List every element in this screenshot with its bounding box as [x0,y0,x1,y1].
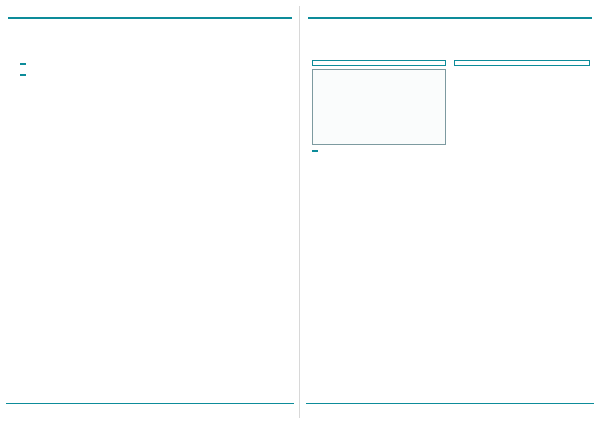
label-pill [20,74,26,76]
center-gutter [299,6,300,418]
right-column-1 [312,58,446,370]
right-page [302,0,598,424]
label-pill [20,63,26,65]
label-pill [312,150,318,152]
left-column-2 [156,58,290,370]
header-rule [308,17,592,19]
notice-box [312,60,446,66]
page-footer [6,403,294,420]
insurance-card-image [312,69,446,145]
left-column-1 [20,58,148,370]
page-footer [306,403,594,420]
running-header [10,6,18,15]
running-header [582,6,590,15]
left-page [2,0,298,424]
right-column-2 [454,58,590,370]
header-rule [8,17,292,19]
checklist-box [454,60,590,66]
